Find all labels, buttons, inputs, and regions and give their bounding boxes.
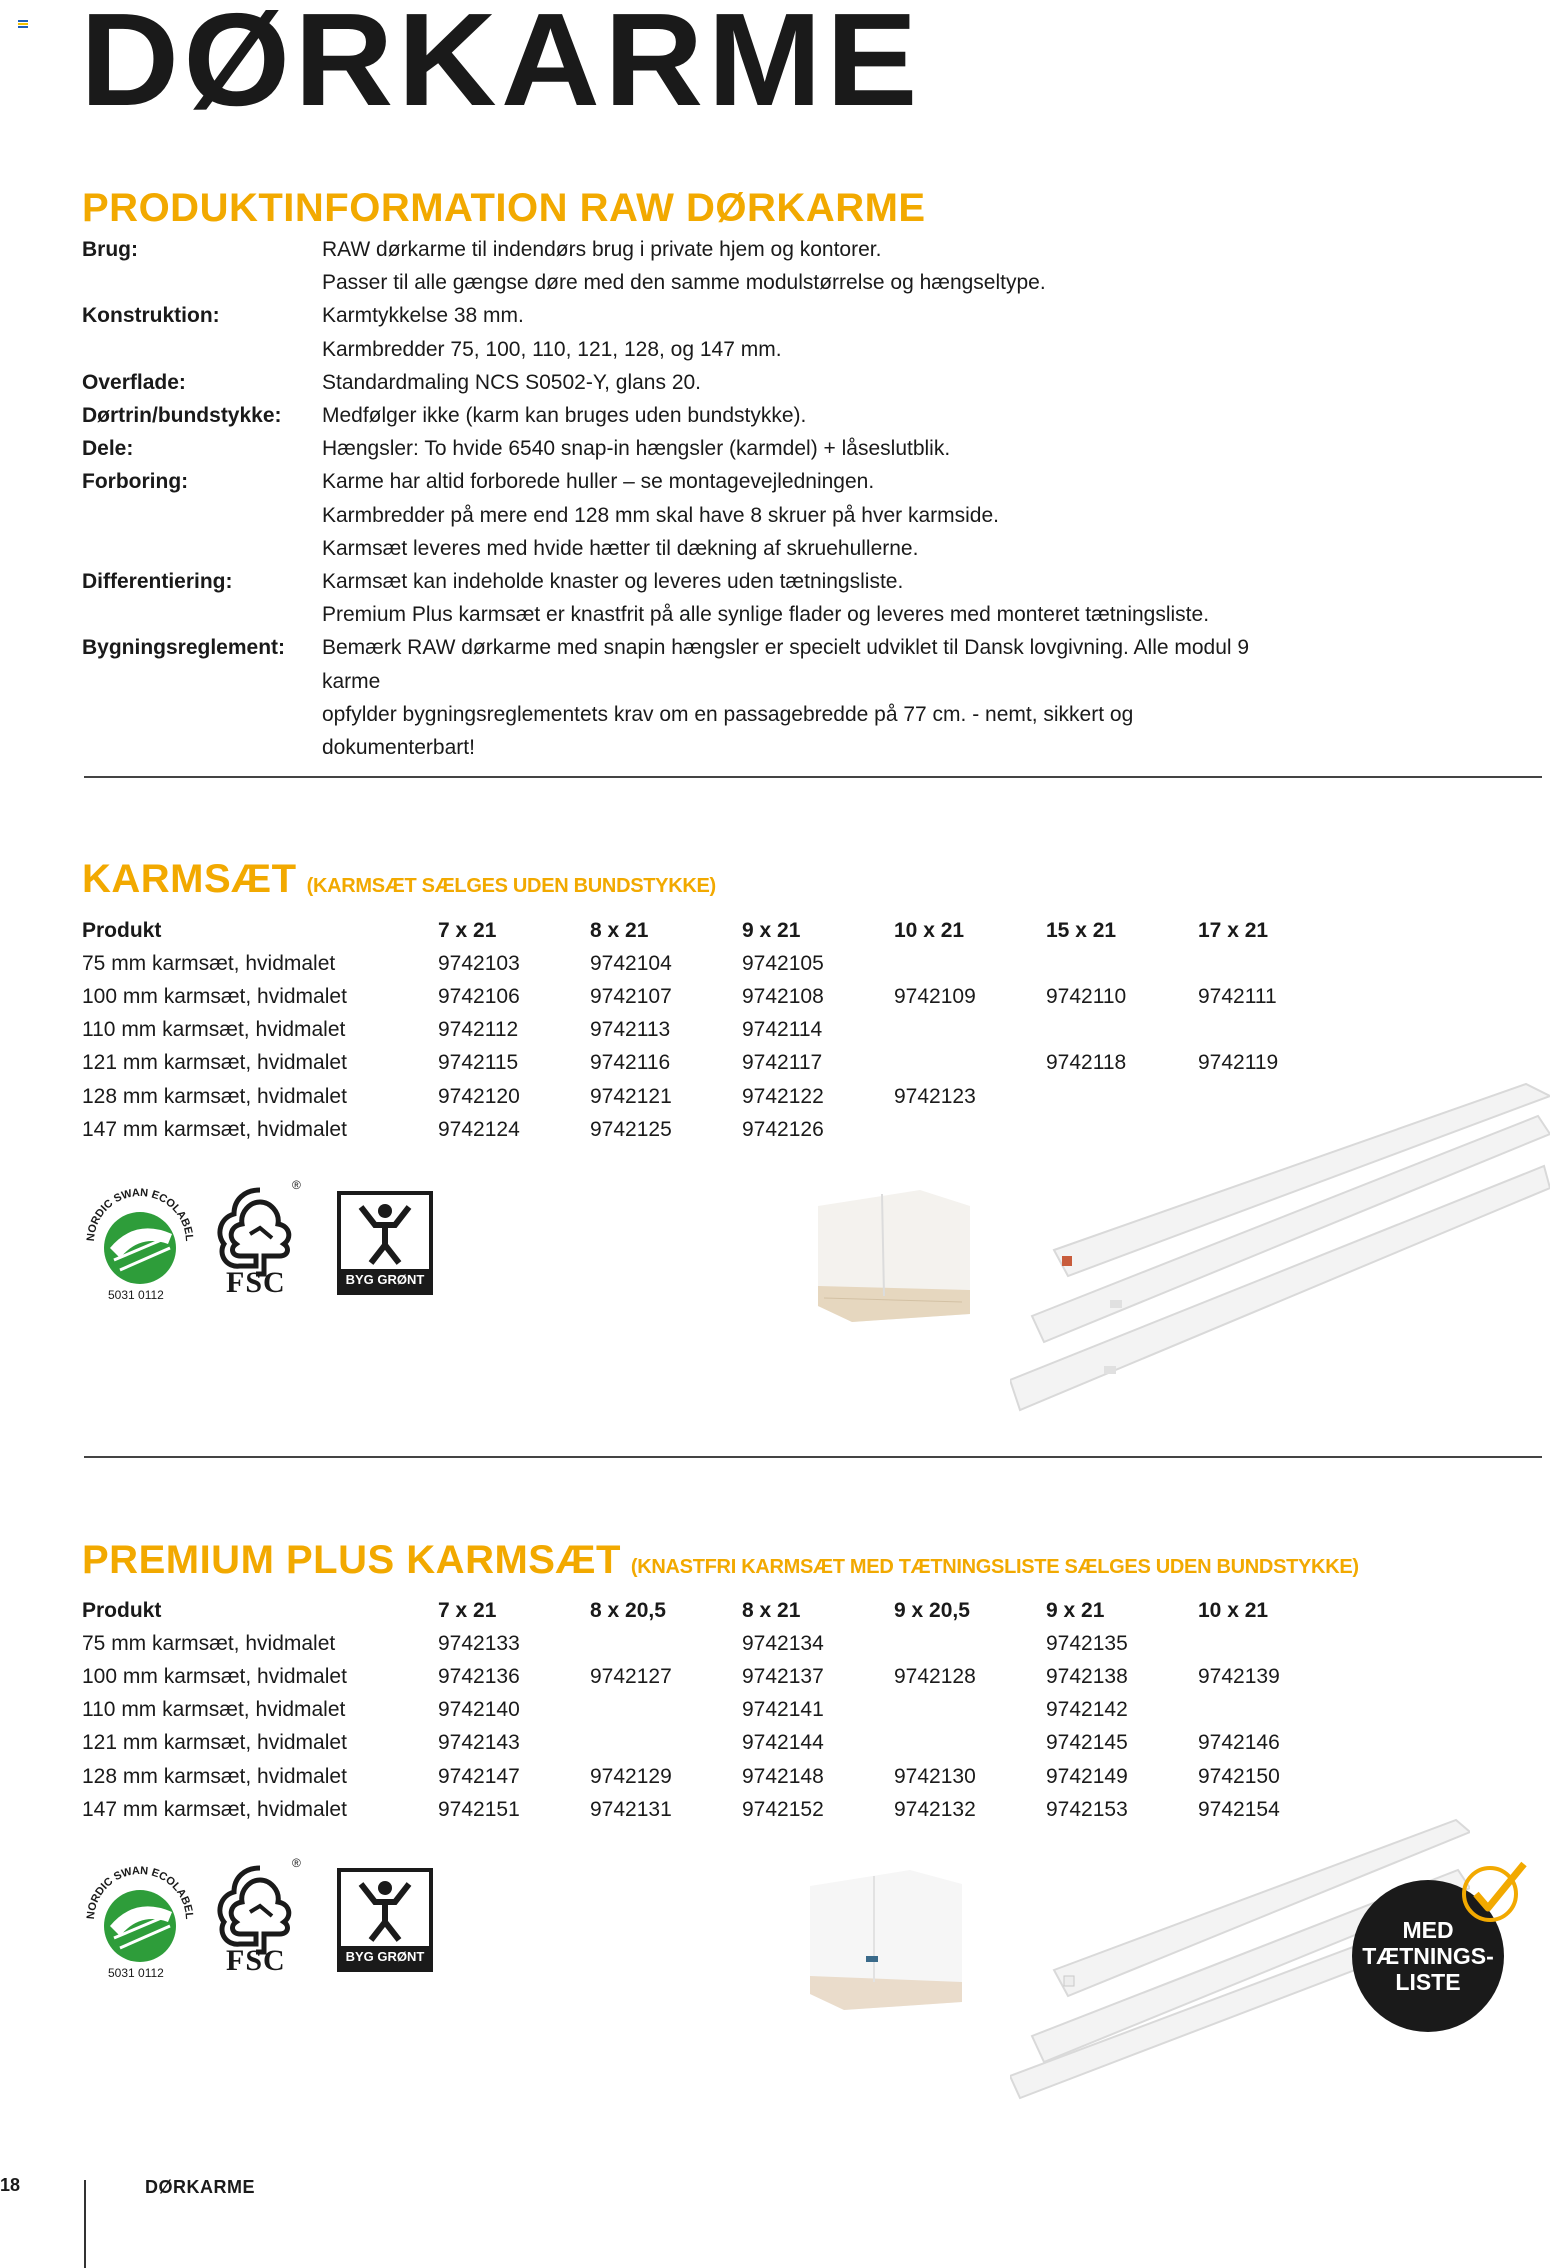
item-number-cell (1198, 947, 1350, 980)
product-name-cell: 128 mm karmsæt, hvidmalet (82, 1764, 347, 1788)
item-number-cell: 9742132 (894, 1797, 976, 1821)
item-number-cell: 9742128 (894, 1664, 976, 1688)
info-label (82, 532, 322, 565)
registered-mark: ® (292, 1178, 301, 1192)
table-header-row (82, 914, 1350, 947)
product-name-cell: 75 mm karmsæt, hvidmalet (82, 1631, 336, 1655)
info-text: RAW dørkarme til indendørs brug i private hjem og kontorer. (322, 238, 882, 261)
item-number-cell: 9742104 (590, 951, 672, 975)
fsc-label: FSC (226, 1944, 286, 1977)
item-number-cell (1198, 1627, 1350, 1660)
item-number-cell: 9742142 (1046, 1698, 1128, 1722)
info-row (82, 698, 1282, 764)
column-header: Produkt (82, 1598, 162, 1622)
info-section-title: PRODUKTINFORMATION RAW DØRKARME (82, 186, 926, 230)
item-number-cell (1046, 947, 1198, 980)
swan-license-number: 5031 0112 (108, 1966, 164, 1980)
item-number-cell: 9742117 (742, 1051, 823, 1075)
item-number-cell: 9742152 (742, 1797, 824, 1821)
column-header: 8 x 20,5 (590, 1598, 666, 1622)
product-name-cell: 100 mm karmsæt, hvidmalet (82, 984, 347, 1008)
info-label: Konstruktion: (82, 304, 220, 328)
item-number-cell: 9742122 (742, 1084, 824, 1108)
item-number-cell: 9742114 (742, 1018, 823, 1042)
product-name-cell: 110 mm karmsæt, hvidmalet (82, 1018, 346, 1042)
info-label: Overflade: (82, 370, 186, 394)
item-number-cell: 9742112 (438, 1018, 519, 1042)
info-row (82, 499, 1282, 532)
info-row (82, 532, 1282, 565)
item-number-cell: 9742107 (590, 984, 672, 1008)
info-row (82, 366, 1282, 399)
item-number-cell: 9742118 (1046, 1051, 1127, 1075)
info-text: opfylder bygningsreglementets krav om en passagebredde på 77 cm. - nemt, sikkert og dokumenterbart! (322, 702, 1134, 760)
column-header: 10 x 21 (1198, 1598, 1269, 1622)
column-header: Produkt (82, 918, 162, 942)
tightening-strip-badge (1352, 1880, 1504, 2032)
item-number-cell: 9742137 (742, 1664, 824, 1688)
product-name-cell: 128 mm karmsæt, hvidmalet (82, 1084, 347, 1108)
registered-mark: ® (292, 1856, 301, 1870)
info-text: Bemærk RAW dørkarme med snapin hængsler er specielt udviklet til Dansk lovgivning. Alle modul 9 karme (322, 636, 1250, 693)
nordic-swan-logo (80, 1856, 200, 1981)
info-text: Karme har altid forborede huller – se montagevejledningen. (322, 470, 875, 494)
byg-gront-figure-icon (341, 1872, 429, 1946)
item-number-cell: 9742111 (1198, 984, 1277, 1008)
info-label: Forboring: (82, 470, 189, 494)
item-number-cell: 9742125 (590, 1117, 672, 1141)
divider (84, 1456, 1542, 1458)
info-label (82, 698, 322, 764)
nordic-swan-icon (80, 1178, 200, 1298)
table-row (82, 1694, 1350, 1727)
table-row (82, 1660, 1350, 1693)
item-number-cell: 9742121 (590, 1084, 672, 1108)
item-number-cell: 9742108 (742, 984, 824, 1008)
item-number-cell: 9742126 (742, 1117, 824, 1141)
byg-gront-label: BYG GRØNT (341, 1269, 429, 1291)
item-number-cell: 9742146 (1198, 1731, 1280, 1755)
product-name-cell: 121 mm karmsæt, hvidmalet (82, 1051, 347, 1075)
item-number-cell: 9742131 (590, 1797, 672, 1821)
item-number-cell (894, 1047, 1046, 1080)
info-label: Dørtrin/bundstykke: (82, 404, 282, 428)
item-number-cell: 9742140 (438, 1698, 520, 1722)
info-row (82, 631, 1282, 697)
badge-line-1: MED (1402, 1917, 1454, 1943)
table-row (82, 1627, 1350, 1660)
column-header: 17 x 21 (1198, 918, 1269, 942)
info-text: Karmbredder 75, 100, 110, 121, 128, og 147 mm. (322, 337, 782, 361)
item-number-cell: 9742103 (438, 951, 520, 975)
table-row (82, 1727, 1350, 1760)
info-text: Karmtykkelse 38 mm. (322, 304, 524, 328)
fsc-logo (210, 1178, 310, 1305)
item-number-cell: 9742144 (742, 1731, 824, 1755)
frame-set-image (1010, 1080, 1550, 1420)
item-number-cell (894, 947, 1046, 980)
item-number-cell: 9742130 (894, 1764, 976, 1788)
item-number-cell: 9742115 (438, 1051, 519, 1075)
item-number-cell: 9742127 (590, 1664, 672, 1688)
item-number-cell: 9742119 (1198, 1051, 1279, 1075)
column-header: 15 x 21 (1046, 918, 1117, 942)
info-row (82, 565, 1282, 598)
page-number: 18 (0, 2175, 21, 2195)
item-number-cell: 9742138 (1046, 1664, 1128, 1688)
item-number-cell: 9742110 (1046, 984, 1127, 1008)
byg-gront-logo (337, 1191, 433, 1295)
item-number-cell: 9742143 (438, 1731, 520, 1755)
item-number-cell: 9742148 (742, 1764, 824, 1788)
info-text: Passer til alle gængse døre med den samme modulstørrelse og hængseltype. (322, 271, 1046, 295)
info-row (82, 299, 1282, 332)
swan-label: NORDIC SWAN ECOLABEL (84, 1186, 196, 1242)
item-number-cell: 9742129 (590, 1764, 672, 1788)
footer-section-label: DØRKARME (145, 2177, 255, 2197)
swan-label: NORDIC SWAN ECOLABEL (84, 1864, 196, 1920)
table-header-row (82, 1594, 1350, 1627)
table-row (82, 947, 1350, 980)
info-label (82, 598, 322, 631)
item-number-cell (894, 1014, 1046, 1047)
column-header: 9 x 21 (742, 918, 801, 942)
item-number-cell: 9742113 (590, 1018, 671, 1042)
table-row (82, 1760, 1350, 1793)
info-label: Differentiering: (82, 570, 233, 594)
item-number-cell: 9742154 (1198, 1797, 1280, 1821)
item-number-cell (1198, 1014, 1350, 1047)
product-name-cell: 100 mm karmsæt, hvidmalet (82, 1664, 347, 1688)
item-number-cell: 9742135 (1046, 1631, 1128, 1655)
info-label: Bygningsreglement: (82, 636, 286, 660)
item-number-cell: 9742124 (438, 1117, 520, 1141)
product-name-cell: 147 mm karmsæt, hvidmalet (82, 1797, 347, 1821)
info-row (82, 598, 1282, 631)
premium-section-title: PREMIUM PLUS KARMSÆT (KNASTFRI KARMSÆT MED TÆTNINGSLISTE SÆLGES UDEN BUNDSTYKKE) (82, 1538, 1359, 1582)
premium-frame-profile-image (800, 1866, 970, 2012)
byg-gront-label: BYG GRØNT (341, 1946, 429, 1968)
product-name-cell: 121 mm karmsæt, hvidmalet (82, 1731, 347, 1755)
item-number-cell (590, 1727, 742, 1760)
column-header: 8 x 21 (590, 918, 649, 942)
item-number-cell: 9742151 (438, 1797, 520, 1821)
item-number-cell: 9742134 (742, 1631, 824, 1655)
column-header: 9 x 20,5 (894, 1598, 970, 1622)
info-label: Brug: (82, 238, 138, 261)
item-number-cell: 9742145 (1046, 1731, 1128, 1755)
frame-profile-image (812, 1186, 980, 1326)
nordic-swan-logo (80, 1178, 200, 1303)
divider (84, 776, 1542, 778)
item-number-cell (894, 1727, 1046, 1760)
info-label (82, 499, 322, 532)
info-row (82, 465, 1282, 498)
info-text: Karmbredder på mere end 128 mm skal have 8 skruer på hver karmside. (322, 503, 999, 527)
info-text: Medfølger ikke (karm kan bruges uden bundstykke). (322, 404, 807, 428)
item-number-cell (1046, 1014, 1198, 1047)
item-number-cell (894, 1627, 1046, 1660)
product-name-cell: 75 mm karmsæt, hvidmalet (82, 951, 336, 975)
product-name-cell: 110 mm karmsæt, hvidmalet (82, 1698, 346, 1722)
info-row (82, 233, 1282, 266)
item-number-cell: 9742139 (1198, 1664, 1280, 1688)
item-number-cell: 9742123 (894, 1084, 976, 1108)
swan-license-number: 5031 0112 (108, 1288, 164, 1302)
info-label (82, 266, 322, 299)
table-row (82, 1014, 1350, 1047)
karmsaet-section-title: KARMSÆT (KARMSÆT SÆLGES UDEN BUNDSTYKKE) (82, 857, 716, 901)
info-label (82, 333, 322, 366)
item-number-cell: 9742106 (438, 984, 520, 1008)
item-number-cell: 9742141 (742, 1698, 824, 1722)
info-text: Standardmaling NCS S0502-Y, glans 20. (322, 370, 702, 394)
item-number-cell (590, 1627, 742, 1660)
info-text: Hængsler: To hvide 6540 snap-in hængsler (karmdel) + låseslutblik. (322, 437, 951, 461)
item-number-cell (894, 1694, 1046, 1727)
byg-gront-logo (337, 1868, 433, 1972)
badge-line-2: TÆTNINGS- (1362, 1943, 1494, 1969)
page-title: DØRKARME (80, 0, 922, 133)
column-header: 7 x 21 (438, 918, 497, 942)
item-number-cell: 9742120 (438, 1084, 520, 1108)
product-name-cell: 147 mm karmsæt, hvidmalet (82, 1117, 347, 1141)
table-row (82, 1047, 1350, 1080)
fsc-label: FSC (226, 1266, 286, 1299)
badge-line-3: LISTE (1395, 1969, 1461, 1995)
fsc-logo (210, 1856, 310, 1983)
info-text: Karmsæt leveres med hvide hætter til dækning af skruehullerne. (322, 536, 919, 560)
checkmark-icon (1458, 1856, 1528, 1926)
item-number-cell: 9742116 (590, 1051, 671, 1075)
item-number-cell (1198, 1694, 1350, 1727)
footer-divider (84, 2180, 86, 2268)
item-number-cell: 9742147 (438, 1764, 520, 1788)
column-header: 9 x 21 (1046, 1598, 1105, 1622)
info-row (82, 432, 1282, 465)
column-header: 8 x 21 (742, 1598, 801, 1622)
item-number-cell: 9742109 (894, 984, 976, 1008)
column-header: 10 x 21 (894, 918, 965, 942)
table-row (82, 980, 1350, 1013)
item-number-cell: 9742153 (1046, 1797, 1128, 1821)
byg-gront-figure-icon (341, 1195, 429, 1269)
info-row (82, 333, 1282, 366)
nordic-swan-icon (80, 1856, 200, 1976)
item-number-cell: 9742136 (438, 1664, 520, 1688)
info-row (82, 266, 1282, 299)
item-number-cell: 9742150 (1198, 1764, 1280, 1788)
flag-icon (18, 20, 28, 28)
column-header: 7 x 21 (438, 1598, 497, 1622)
item-number-cell: 9742149 (1046, 1764, 1128, 1788)
info-label: Dele: (82, 437, 134, 461)
item-number-cell: 9742133 (438, 1631, 520, 1655)
item-number-cell (590, 1694, 742, 1727)
item-number-cell: 9742105 (742, 951, 824, 975)
product-info-table (82, 233, 1282, 764)
info-row (82, 399, 1282, 432)
info-text: Karmsæt kan indeholde knaster og leveres uden tætningsliste. (322, 570, 904, 594)
info-text: Premium Plus karmsæt er knastfrit på alle synlige flader og leveres med monteret tætningsliste. (322, 603, 1210, 627)
